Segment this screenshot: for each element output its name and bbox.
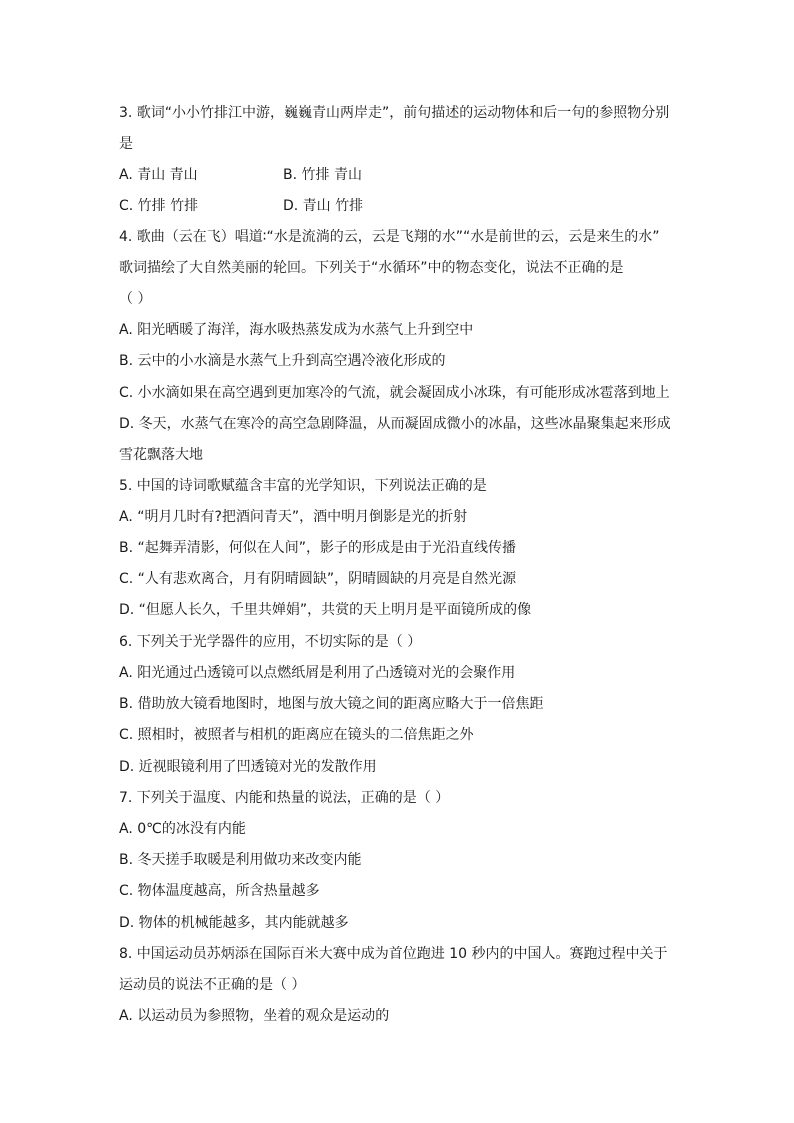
q7-stem: 7. 下列关于温度、内能和热量的说法，正确的是（ ） [119, 790, 450, 806]
q3-option-b: B. 竹排 青山 [283, 167, 362, 183]
q5-option-d: D. “但愿人长久，千里共婵娟”，共赏的天上明月是平面镜所成的像 [119, 602, 532, 618]
q5-option-c: C. “人有悲欢离合，月有阴晴圆缺”，阴晴圆缺的月亮是自然光源 [119, 571, 517, 587]
q4-answer-blank: （ ） [119, 291, 152, 307]
q4-option-b: B. 云中的小水滴是水蒸气上升到高空遇冷液化形成的 [119, 353, 446, 369]
q6-option-c: C. 照相时，被照者与相机的距离应在镜头的二倍焦距之外 [119, 727, 474, 743]
q4-option-d-line2: 雪花飘落大地 [119, 447, 203, 463]
q7-option-c: C. 物体温度越高，所含热量越多 [119, 883, 320, 899]
q6-stem: 6. 下列关于光学器件的应用，不切实际的是（ ） [119, 634, 422, 650]
q7-option-b: B. 冬天搓手取暖是利用做功来改变内能 [119, 852, 362, 868]
q8-stem-line2: 运动员的说法不正确的是（ ） [119, 977, 306, 993]
q4-stem-line1: 4. 歌曲（云在飞）唱道∶“水是流淌的云，云是飞翔的水”“水是前世的云，云是来生的水” [119, 229, 660, 245]
q6-option-a: A. 阳光通过凸透镜可以点燃纸屑是利用了凸透镜对光的会聚作用 [119, 665, 516, 681]
q8-stem-line1: 8. 中国运动员苏炳添在国际百米大赛中成为首位跑进 10 秒内的中国人。赛跑过程中关于 [119, 946, 668, 962]
q4-stem-line2: 歌词描绘了大自然美丽的轮回。下列关于“水循环”中的物态变化，说法不正确的是 [119, 260, 624, 276]
q7-option-d: D. 物体的机械能越多，其内能就越多 [119, 915, 349, 931]
q6-option-d: D. 近视眼镜利用了凹透镜对光的发散作用 [119, 759, 377, 775]
q3-option-a: A. 青山 青山 [119, 167, 198, 183]
q6-option-b: B. 借助放大镜看地图时，地图与放大镜之间的距离应略大于一倍焦距 [119, 696, 544, 712]
q5-stem: 5. 中国的诗词歌赋蕴含丰富的光学知识，下列说法正确的是 [119, 478, 487, 494]
q3-option-d: D. 青山 竹排 [283, 198, 364, 214]
q3-stem-line1: 3. 歌词“小小竹排江中游，巍巍青山两岸走”，前句描述的运动物体和后一句的参照物分别 [119, 105, 670, 121]
q3-stem-line2: 是 [119, 136, 133, 152]
q5-option-b: B. “起舞弄清影，何似在人间”，影子的形成是由于光沿直线传播 [119, 540, 517, 556]
q3-option-c: C. 竹排 竹排 [119, 198, 199, 214]
q4-option-d-line1: D. 冬天，水蒸气在寒冷的高空急剧降温，从而凝固成微小的冰晶，这些冰晶聚集起来形成 [119, 416, 671, 432]
q4-option-a: A. 阳光晒暖了海洋，海水吸热蒸发成为水蒸气上升到空中 [119, 322, 474, 338]
q5-option-a: A. “明月几时有?把酒问青天”，酒中明月倒影是光的折射 [119, 509, 468, 525]
q8-option-a: A. 以运动员为参照物，坐着的观众是运动的 [119, 1008, 390, 1024]
q7-option-a: A. 0℃的冰没有内能 [119, 821, 246, 837]
q4-option-c: C. 小水滴如果在高空遇到更加寒冷的气流，就会凝固成小冰珠，有可能形成冰雹落到地上 [119, 385, 670, 401]
